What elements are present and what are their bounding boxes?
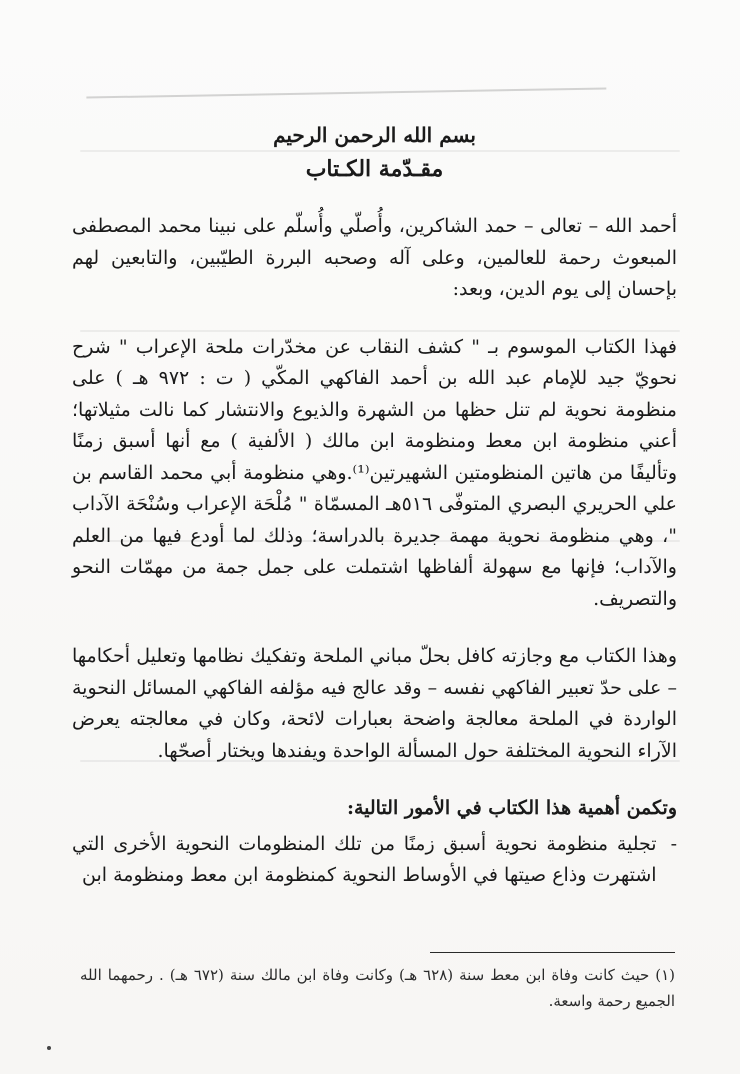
page-title: مقـدّمة الكـتاب (305, 155, 444, 182)
importance-item (72, 829, 677, 892)
importance-item-text: تجلية منظومة نحوية أسبق زمنًا من تلك المنظومات النحوية الأخرى التي اشتهرت وذاع صيتها في الأوساط النحوية كمنظومة ابن معط ومنظومة ابن (72, 832, 657, 886)
paragraph-praise: أحمد الله – تعالى – حمد الشاكرين، وأُصلّي وأُسلّم على نبينا محمد المصطفى المبعوث رحمة للعالمين، وعلى آله وصحبه البررة الطيّبين، والتابعين لهم بإحسان إلى يوم الدين، وبعد: (72, 215, 677, 300)
footnote: (١) حيث كانت وفاة ابن معط سنة (٦٢٨ هـ) وكانت وفاة ابن مالك سنة (٦٧٢ هـ) . رحمهما الله الجميع رحمة واسعة. (80, 966, 675, 1010)
importance-heading: وتكمن أهمية هذا الكتاب في الأمور التالية: (346, 797, 677, 819)
paragraph-book-description: فهذا الكتاب الموسوم بـ " كشف النقاب عن مخدّرات ملحة الإعراب " شرح نحويّ جيد للإمام عبد الله بن أحمد الفاكهي المكّي ( ت : ٩٧٢ هـ ) على منظومة نحوية لم تنل حظها من الشهرة والذيوع والانتشار كما نالت مثيلاتها؛ أعني منظومة ابن معط ومنظومة ابن مالك ( الألفية ) مع أنها أسبق زمنًا وتأليفًا من هاتين المنظومتين الشهيرتين⁽¹⁾.وهي منظومة أبي محمد القاسم بن علي الحريري البصري المتوفّى ٥١٦هـ المسمّاة " مُلْحَة الإعراب وسُنْحَة الآداب "، وهي منظومة نحوية مهمة جديرة بالدراسة؛ وذلك لما أودع فيها من العلم والآداب؛ فإنها مع سهولة ألفاظها اشتملت على جمل جمة من مهمّات النحو والتصريف. (72, 335, 678, 610)
main-text (72, 120, 677, 892)
bullet-marker: - (670, 832, 677, 855)
page-speck (47, 1046, 51, 1050)
footnote-separator (430, 952, 675, 953)
basmala: بسم الله الرحمن الرحيم (273, 123, 476, 147)
faded-header-mark (86, 47, 607, 98)
paragraph-book-method: وهذا الكتاب مع وجازته كافل بحلّ مباني الملحة وتفكيك نظامها وتعليل أحكامها – على حدّ تعبير الفاكهي نفسه – وقد عالج فيه مؤلفه الفاكهي المسائل النحوية الواردة في الملحة معالجة واضحة بعبارات لائحة، وكان في معالجته يعرض الآراء النحوية المختلفة حول المسألة الواحدة ويفندها ويختار أصحّها. (72, 645, 677, 762)
